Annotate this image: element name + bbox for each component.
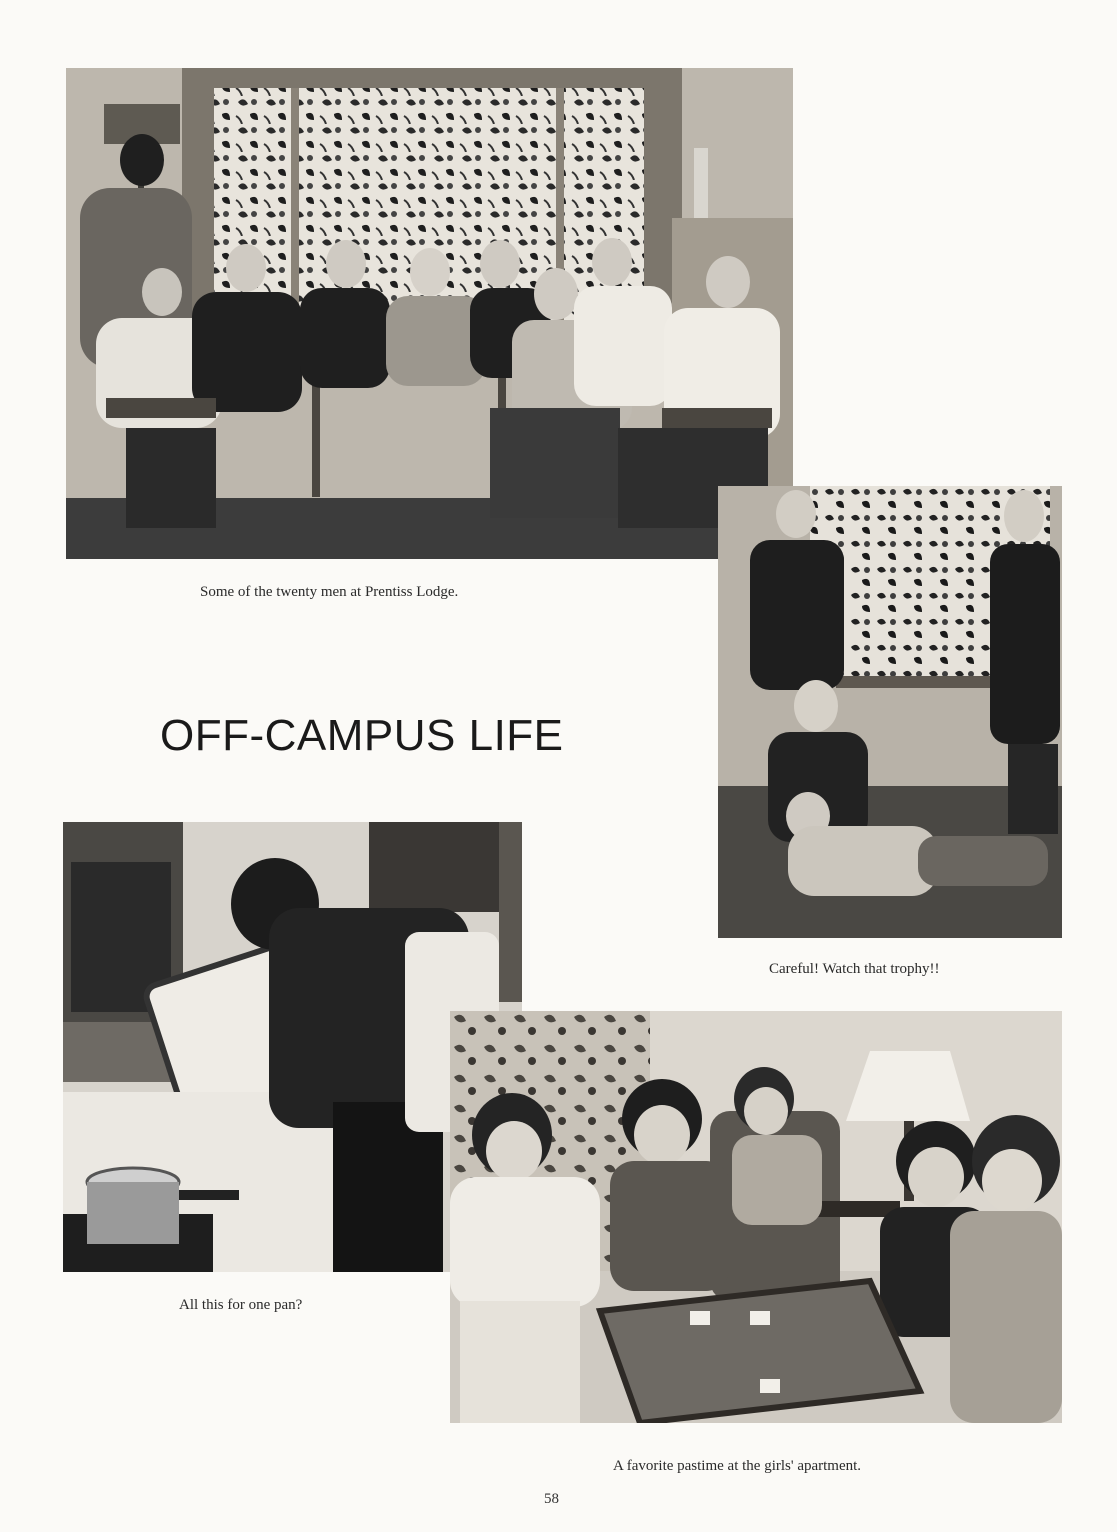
trophy-wrestle-photo xyxy=(718,486,1062,938)
lodge-group-caption: Some of the twenty men at Prentiss Lodge. xyxy=(200,584,459,600)
girls-cards-caption: A favorite pastime at the girls' apartment. xyxy=(613,1458,862,1474)
girls-cards-photo xyxy=(450,1011,1062,1423)
page-heading: OFF-CAMPUS LIFE xyxy=(160,711,564,760)
page-number: 58 xyxy=(544,1491,559,1507)
trophy-wrestle-photo-image xyxy=(718,486,1062,938)
girls-cards-photo-image xyxy=(450,1011,1062,1423)
lodge-group-photo-image xyxy=(66,68,793,559)
lodge-group-photo xyxy=(66,68,793,559)
trophy-wrestle-caption: Careful! Watch that trophy!! xyxy=(769,961,940,977)
kitchen-pan-caption: All this for one pan? xyxy=(179,1297,303,1313)
